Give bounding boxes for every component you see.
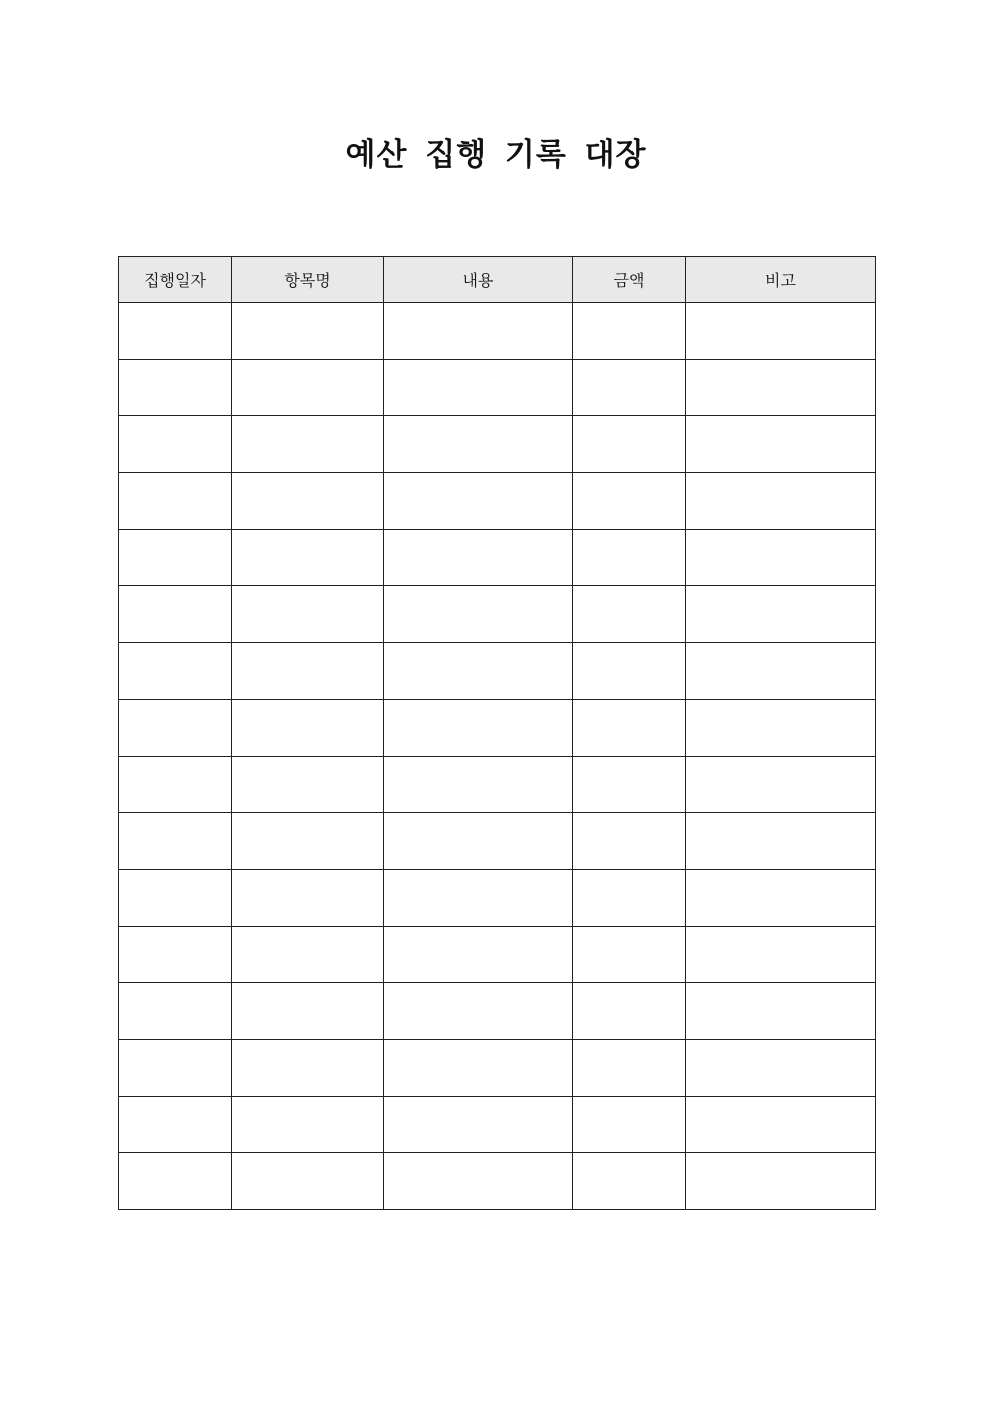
cell-date	[119, 1153, 232, 1210]
cell-content	[384, 473, 573, 530]
cell-amount	[573, 926, 686, 983]
cell-content	[384, 699, 573, 756]
cell-remarks	[686, 643, 876, 700]
cell-amount	[573, 1153, 686, 1210]
table-row	[119, 983, 876, 1040]
cell-content	[384, 643, 573, 700]
table-row	[119, 529, 876, 586]
cell-remarks	[686, 416, 876, 473]
cell-item	[232, 643, 384, 700]
column-header-item: 항목명	[232, 257, 384, 303]
cell-amount	[573, 1039, 686, 1096]
cell-remarks	[686, 756, 876, 813]
cell-date	[119, 473, 232, 530]
cell-item	[232, 756, 384, 813]
budget-ledger-table	[118, 256, 876, 1210]
cell-amount	[573, 1096, 686, 1153]
cell-content	[384, 756, 573, 813]
cell-remarks	[686, 983, 876, 1040]
table-header	[119, 257, 876, 303]
cell-amount	[573, 473, 686, 530]
table-row	[119, 303, 876, 360]
cell-date	[119, 813, 232, 870]
cell-date	[119, 303, 232, 360]
cell-amount	[573, 303, 686, 360]
table-row	[119, 756, 876, 813]
cell-item	[232, 813, 384, 870]
cell-item	[232, 699, 384, 756]
table-row	[119, 473, 876, 530]
cell-item	[232, 926, 384, 983]
table-row	[119, 1096, 876, 1153]
table-row	[119, 359, 876, 416]
cell-item	[232, 1039, 384, 1096]
cell-item	[232, 1153, 384, 1210]
cell-content	[384, 926, 573, 983]
cell-amount	[573, 756, 686, 813]
cell-amount	[573, 699, 686, 756]
cell-content	[384, 983, 573, 1040]
cell-content	[384, 1153, 573, 1210]
cell-remarks	[686, 359, 876, 416]
cell-item	[232, 359, 384, 416]
cell-remarks	[686, 303, 876, 360]
table-row	[119, 416, 876, 473]
table-row	[119, 1153, 876, 1210]
cell-item	[232, 529, 384, 586]
header-row	[119, 257, 876, 303]
column-header-amount: 금액	[573, 257, 686, 303]
cell-remarks	[686, 1153, 876, 1210]
cell-date	[119, 926, 232, 983]
cell-remarks	[686, 869, 876, 926]
cell-item	[232, 303, 384, 360]
cell-content	[384, 869, 573, 926]
cell-remarks	[686, 699, 876, 756]
cell-content	[384, 586, 573, 643]
table-row	[119, 869, 876, 926]
table-row	[119, 699, 876, 756]
cell-remarks	[686, 586, 876, 643]
cell-date	[119, 1039, 232, 1096]
cell-amount	[573, 416, 686, 473]
table-row	[119, 1039, 876, 1096]
cell-amount	[573, 813, 686, 870]
page-title: 예산 집행 기록 대장	[345, 137, 647, 173]
cell-amount	[573, 869, 686, 926]
cell-content	[384, 529, 573, 586]
cell-item	[232, 416, 384, 473]
table-row	[119, 643, 876, 700]
cell-date	[119, 359, 232, 416]
cell-date	[119, 416, 232, 473]
cell-date	[119, 756, 232, 813]
column-header-remarks: 비고	[686, 257, 876, 303]
cell-item	[232, 586, 384, 643]
table-row	[119, 926, 876, 983]
cell-date	[119, 699, 232, 756]
cell-date	[119, 869, 232, 926]
cell-date	[119, 983, 232, 1040]
cell-amount	[573, 359, 686, 416]
cell-content	[384, 303, 573, 360]
column-header-date: 집행일자	[119, 257, 232, 303]
cell-date	[119, 643, 232, 700]
cell-amount	[573, 529, 686, 586]
cell-item	[232, 1096, 384, 1153]
cell-item	[232, 983, 384, 1040]
cell-content	[384, 416, 573, 473]
cell-remarks	[686, 813, 876, 870]
cell-remarks	[686, 1039, 876, 1096]
cell-content	[384, 359, 573, 416]
column-header-content: 내용	[384, 257, 573, 303]
table-row	[119, 813, 876, 870]
cell-remarks	[686, 473, 876, 530]
cell-date	[119, 529, 232, 586]
cell-remarks	[686, 926, 876, 983]
cell-amount	[573, 643, 686, 700]
cell-content	[384, 1039, 573, 1096]
cell-remarks	[686, 529, 876, 586]
cell-date	[119, 1096, 232, 1153]
table-body	[119, 303, 876, 1210]
cell-content	[384, 1096, 573, 1153]
cell-item	[232, 473, 384, 530]
cell-remarks	[686, 1096, 876, 1153]
cell-amount	[573, 983, 686, 1040]
cell-date	[119, 586, 232, 643]
table-row	[119, 586, 876, 643]
cell-content	[384, 813, 573, 870]
cell-amount	[573, 586, 686, 643]
cell-item	[232, 869, 384, 926]
